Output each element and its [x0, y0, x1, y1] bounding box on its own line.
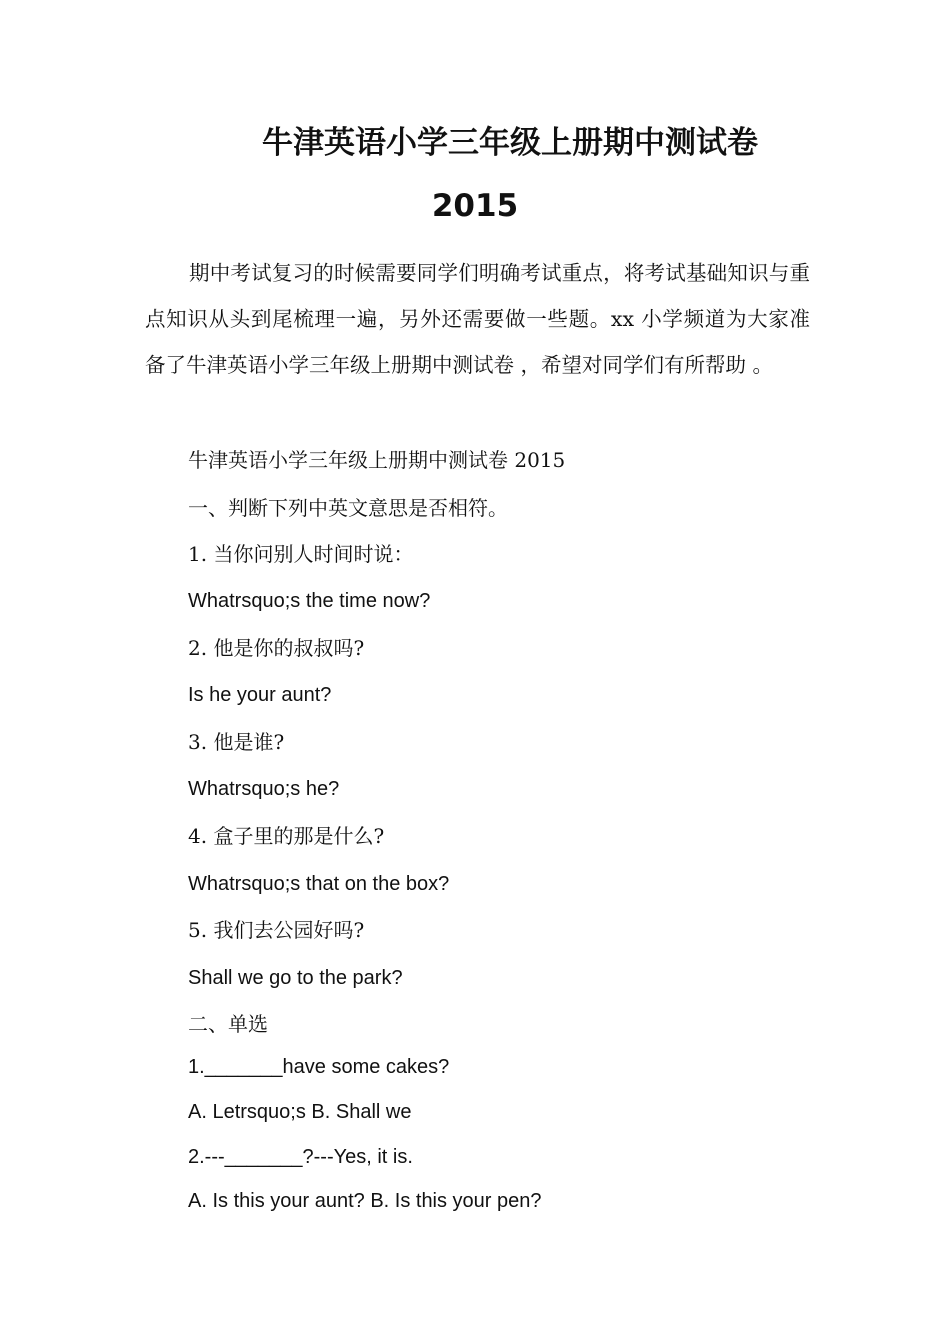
document-title-year: 2015: [431, 188, 519, 224]
question-cn: 4. 盒子里的那是什么?: [188, 824, 385, 848]
document-title: 牛津英语小学三年级上册期中测试卷: [262, 125, 758, 161]
choice-question: 2.---_______?---Yes, it is.: [188, 1146, 413, 1168]
subtitle: 牛津英语小学三年级上册期中测试卷 2015: [188, 448, 566, 472]
question-cn: 3. 他是谁?: [188, 730, 285, 754]
choice-options: A. Is this your aunt? B. Is this your pen?: [188, 1190, 542, 1212]
intro-paragraph: 期中考试复习的时候需要同学们明确考试重点，将考试基础知识与重点知识从头到尾梳理一遍，另外还需要做一些题。xx 小学频道为大家准备了牛津英语小学三年级上册期中测试卷 ，希望对同学们有所帮助 。: [145, 261, 810, 377]
question-en: Shall we go to the park?: [188, 967, 403, 989]
question-en: Is he your aunt?: [188, 684, 332, 706]
choice-question: 1._______have some cakes?: [188, 1056, 450, 1078]
question-en: Whatrsquo;s he?: [188, 778, 340, 800]
section-heading-2: 二、单选: [188, 1012, 268, 1036]
choice-options: A. Letrsquo;s B. Shall we: [188, 1101, 412, 1123]
question-cn: 2. 他是你的叔叔吗?: [188, 636, 365, 660]
question-en: Whatrsquo;s that on the box?: [188, 873, 450, 895]
question-cn: 5. 我们去公园好吗?: [188, 918, 365, 942]
question-cn: 1. 当你问别人时间时说：: [188, 542, 414, 566]
question-en: Whatrsquo;s the time now?: [188, 590, 431, 612]
section-heading-1: 一、判断下列中英文意思是否相符。: [188, 496, 508, 520]
